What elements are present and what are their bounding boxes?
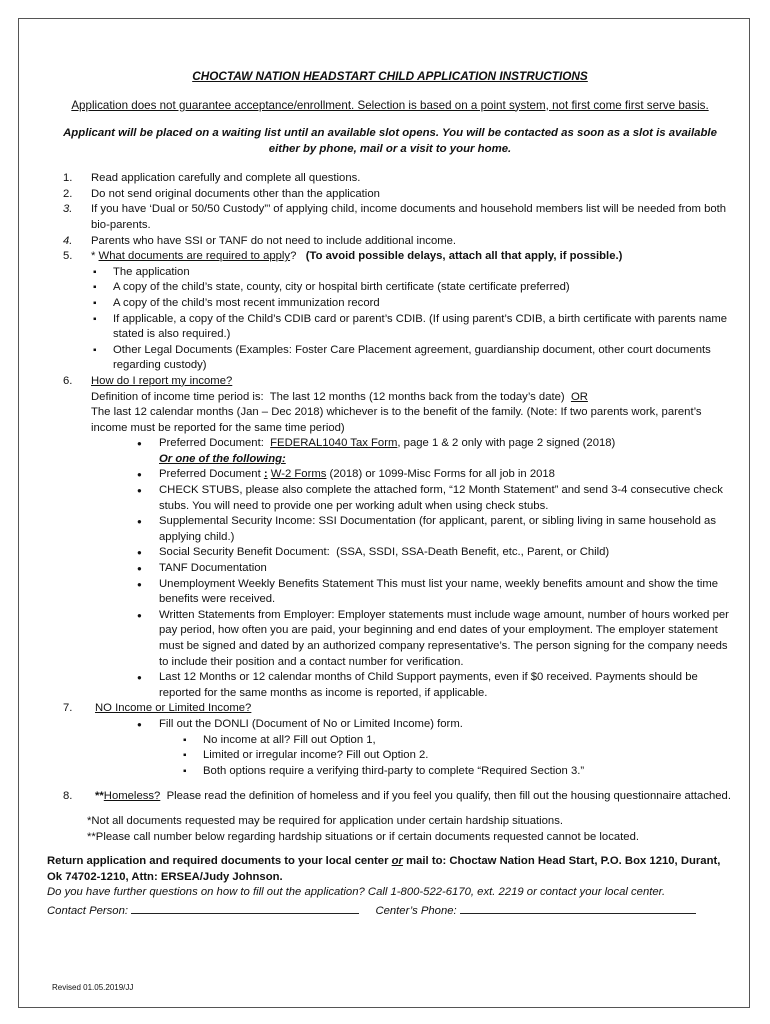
list-item [137,483,733,514]
list-item [137,514,733,545]
or-one-label: Or one of the following: [159,452,286,465]
list-item: ▪ Both options require a verifying third-party to complete “Required Section 3.” [181,764,733,780]
income-definition-text: Definition of income time period is: The last 12 months (12 months back from the today’s date) [91,390,571,403]
item-text: Read application carefully and complete all questions. [91,172,361,185]
preferred-document-colon: : [263,468,268,481]
no-income-list [137,717,733,733]
ssb-label: Social Security Benefit Document: [159,546,330,559]
tax-form-link: FEDERAL1040 Tax Form [270,437,398,450]
preferred-document-detail: , page 1 & 2 only with page 2 signed (2018) [397,437,616,450]
instruction-item-7 [47,701,733,779]
required-docs-heading: What documents are required to apply [98,250,291,263]
tanf-label: TANF [159,562,188,575]
note-call: **Please call number below regarding hardship situations or if certain documents requested cannot be located. [87,830,639,843]
instruction-item-8 [47,789,733,805]
w2-forms-link: W-2 Forms [270,468,327,481]
return-instructions [47,854,733,885]
list-item: ● Last 12 Months or 12 calendar months of Child Support payments, even if $0 received. Payments should be reported for the same months as income is reported, if applicable. [137,670,733,701]
income-definition-alt: The last 12 calendar months (Jan – Dec 2018) whichever is to the benefit of the family. (Note: If two parents work, parent’s income must be reported for the same time period) [91,406,702,434]
item-text: If you have ‘Dual or 50/50 Custody”’ of applying child, income documents and household members list will be needed from both bio-parents. [91,203,727,231]
item-number: 6. [63,374,73,387]
employer-statement-detail: Employer statements must include wage amount, number of hours worked per pay period, how often you are paid, your beginning and end dates of your employment. The employer statement must be signed and dated by an authorized company representative’s. The person signing for the company needs to include their position and a contact number for verification. [159,608,729,668]
item-number: 2. [63,187,73,200]
list-item: ▪ Limited or irregular income? Fill out Option 2. [181,748,733,764]
check-stubs-label: CHECK STUBS [159,484,240,497]
list-item: ▪ Other Legal Documents (Examples: Foster Care Placement agreement, guardianship document, other court documents regarding custody) [91,343,733,374]
required-docs-list [91,265,733,374]
revised-note: Revised 01.05.2019/JJ [52,983,134,992]
unemployment-label: Unemployment Weekly Benefits Statement [159,577,374,590]
item-number: 8. [63,790,73,803]
item-number: 1. [63,172,73,185]
homeless-heading: Homeless? [103,790,161,803]
income-heading: How do I report my income? [91,374,233,387]
notes-section [47,814,733,845]
list-item: ● Fill out the DONLI (Document of No or Limited Income) form. [137,717,733,733]
waiting-list-notice: Applicant will be placed on a waiting list until an available slot opens. You will be contacted as soon as a slot is available either by phone, mail or a visit to your home. [63,127,717,156]
item-number: 4. [63,234,73,247]
contact-line [47,901,733,920]
list-item: ▪ The application [91,265,733,281]
ssi-detail: : SSI Documentation (for applicant, parent, or sibling living in same household as applying child.) [159,515,716,543]
list-item: ▪ A copy of the child’s state, county, city or hospital birth certificate (state certificate preferred) [91,280,733,296]
preferred-document-detail: (2018) or 1099-Misc Forms for all job in 2018 [326,468,555,481]
preferred-document-label: Preferred Document: [159,437,271,450]
instruction-item-5 [47,249,733,374]
list-item [137,452,733,468]
list-item [137,436,733,452]
homeless-stars: ** [95,790,104,803]
document-page [18,18,750,1008]
homeless-detail: Please read the definition of homeless and if you feel you qualify, then fill out the housing questionnaire attached. [160,790,731,803]
return-text: Return application and required documents to your local center [47,855,392,868]
item-number: 5. [63,250,73,263]
check-stubs-detail: , please also complete the attached form, “12 Month Statement” and send 3-4 consecutive check stubs. You will need to provide one per working adult when using check stubs. [159,484,723,512]
item-text: Do not send original documents other than the application [91,187,380,200]
center-phone-field[interactable] [460,901,696,914]
list-item: ▪ If applicable, a copy of the Child’s CDIB card or parent’s CDIB. (If using parent’s CDIB, a birth certificate with parents name stated is also required.) [91,312,733,343]
list-item [137,608,733,670]
unemployment-detail: This must list your name, weekly benefits amount and show the time benefits were received. [159,577,719,606]
item-number: 7. [63,702,73,715]
center-phone-label: Center’s Phone: [375,904,457,917]
required-docs-question-mark: ? [290,250,297,263]
footer-section [47,854,733,919]
no-income-heading: NO Income or Limited Income? [95,702,252,715]
list-item [137,545,733,561]
note-hardship: *Not all documents requested may be required for application under certain hardship situations. [87,814,563,827]
income-definition-or: OR [570,390,588,403]
page-title: CHOCTAW NATION HEADSTART CHILD APPLICATION INSTRUCTIONS [192,69,588,83]
tanf-detail: Documentation [187,562,267,575]
list-item [137,561,733,577]
donli-options-list [181,733,733,780]
preferred-document-label: Preferred Document [159,468,264,481]
item-number: 3. [63,203,73,216]
list-item: ▪ No income at all? Fill out Option 1, [181,733,733,749]
employer-statement-label: Written Statements from Employer: [159,608,335,621]
return-or: or [391,855,403,868]
ssi-label: Supplemental Security Income [159,515,313,528]
return-address: mail to: Choctaw Nation Head Start, P.O. Box 1210, Durant, Ok 74702-1210, Attn: ERSEA/Judy Johnson. [47,855,721,883]
contact-person-field[interactable] [131,901,359,914]
instruction-item-1 [47,171,733,187]
contact-person-label: Contact Person: [47,904,129,917]
instruction-item-4 [47,234,733,250]
item-text: Parents who have SSI or TANF do not need to include additional income. [91,234,457,247]
ssb-detail: (SSA, SSDI, SSA-Death Benefit, etc., Parent, or Child) [329,546,610,559]
instruction-item-6 [47,374,733,701]
list-item [137,467,733,483]
list-item: ▪ A copy of the child’s most recent immunization record [91,296,733,312]
instruction-item-2 [47,187,733,203]
instruction-item-3 [47,202,733,233]
required-docs-note: (To avoid possible delays, attach all that apply, if possible.) [296,250,623,263]
list-item [137,577,733,608]
enrollment-notice: Application does not guarantee acceptance/enrollment. Selection is based on a point system, not first come first serve basis. [71,98,709,112]
income-documents-list [137,436,733,701]
income-definition [91,390,733,406]
document-body [47,69,733,920]
required-docs-star: * [91,250,99,263]
questions-line: Do you have further questions on how to fill out the application? Call 1-800-522-6170, ext. 2219 or contact your local center. [47,886,666,899]
